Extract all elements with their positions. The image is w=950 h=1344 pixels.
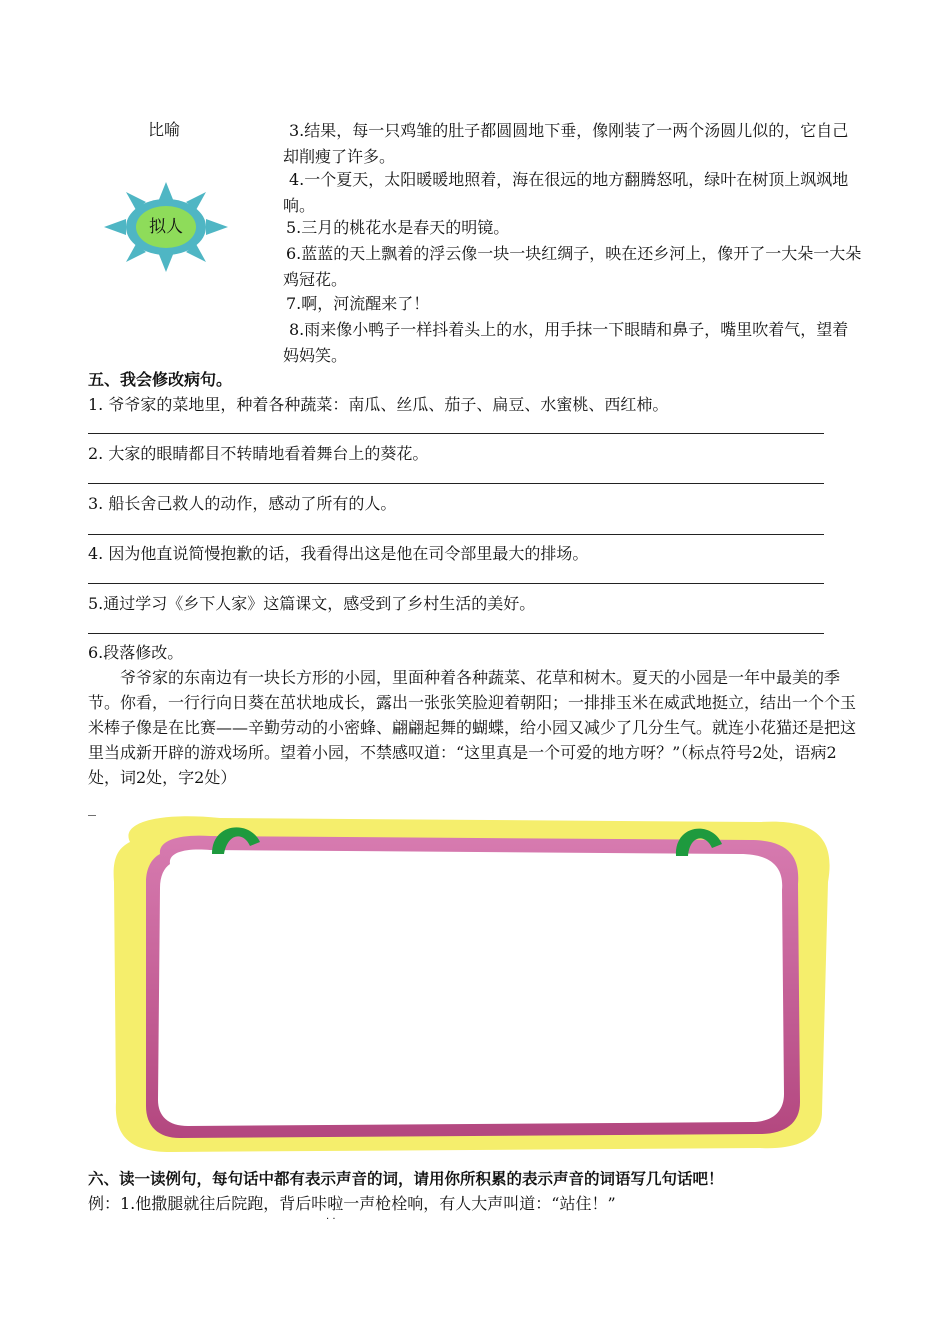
section-6-title: 六、读一读例句，每句话中都有表示声音的词，请用你所积累的表示声音的词语写几句话吧！: [88, 1170, 724, 1188]
question-6: 6.段落修改。: [88, 643, 184, 662]
example-sentence: 例：1.他撒腿就往后院跑，背后咔啦一声枪栓响，有人大声叫道：“站住！”: [88, 1194, 616, 1213]
dash-mark: _: [88, 797, 96, 816]
sentence-7: 7.啊，河流醒来了！: [286, 294, 430, 313]
emphasis-dots: · ·: [326, 1214, 336, 1225]
question-4: 4. 因为他直说简慢抱歉的话，我看得出这是他在司令部里最大的排场。: [88, 544, 589, 563]
sentence-5: 5.三月的桃花水是春天的明镜。: [286, 218, 510, 237]
answer-line-5[interactable]: [88, 633, 824, 634]
paragraph-to-revise: 爷爷家的东南边有一块长方形的小园，里面种着各种蔬菜、花草和树木。夏天的小园是一年中最美的季节。你看，一行行向日葵在茁状地成长，露出一张张笑脸迎着朝阳；一排排玉米在威武地挺立，结出一个个玉米棒子像是在比赛——辛勤劳动的小密蜂、翩翩起舞的蝴蝶，给小园又减少了几分生气。就连小花猫还是把这里当成新开辟的游戏场所。望着小园，不禁感叹道：“这里真是一个可爱的地方呀？”（标点符号2处，语病2处，词2处，字2处）: [88, 668, 857, 787]
answer-line-1[interactable]: [88, 433, 824, 434]
sentence-8: 8.雨来像小鸭子一样抖着头上的水，用手抹一下眼睛和鼻子，嘴里吹着气，望着妈妈笑。: [283, 320, 849, 365]
question-3: 3. 船长舍己救人的动作，感动了所有的人。: [88, 494, 397, 513]
sentence-3: 3.结果，每一只鸡雏的肚子都圆圆地下垂，像刚装了一两个汤圆儿似的，它自己却削瘦了许多。: [283, 121, 849, 166]
label-personification: 拟人: [149, 217, 183, 237]
answer-line-4[interactable]: [88, 583, 824, 584]
answer-line-3[interactable]: [88, 534, 824, 535]
question-2: 2. 大家的眼睛都目不转睛地看着舞台上的葵花。: [88, 444, 429, 463]
sentence-4: 4.一个夏天，太阳暖暖地照着，海在很远的地方翻腾怒吼，绿叶在树顶上飒飒地响。: [283, 170, 849, 215]
answer-line-2[interactable]: [88, 483, 824, 484]
label-metaphor: 比喻: [148, 120, 181, 139]
question-1: 1. 爷爷家的菜地里，种着各种蔬菜：南瓜、丝瓜、茄子、扁豆、水蜜桃、西红柿。: [88, 395, 669, 414]
question-5: 5.通过学习《乡下人家》这篇课文，感受到了乡村生活的美好。: [88, 594, 536, 613]
writing-frame[interactable]: [100, 812, 840, 1152]
sentence-6: 6.蓝蓝的天上飘着的浮云像一块一块红绸子，映在还乡河上，像开了一大朵一大朵鸡冠花。: [283, 244, 862, 289]
section-5-title: 五、我会修改病句。: [88, 370, 233, 389]
